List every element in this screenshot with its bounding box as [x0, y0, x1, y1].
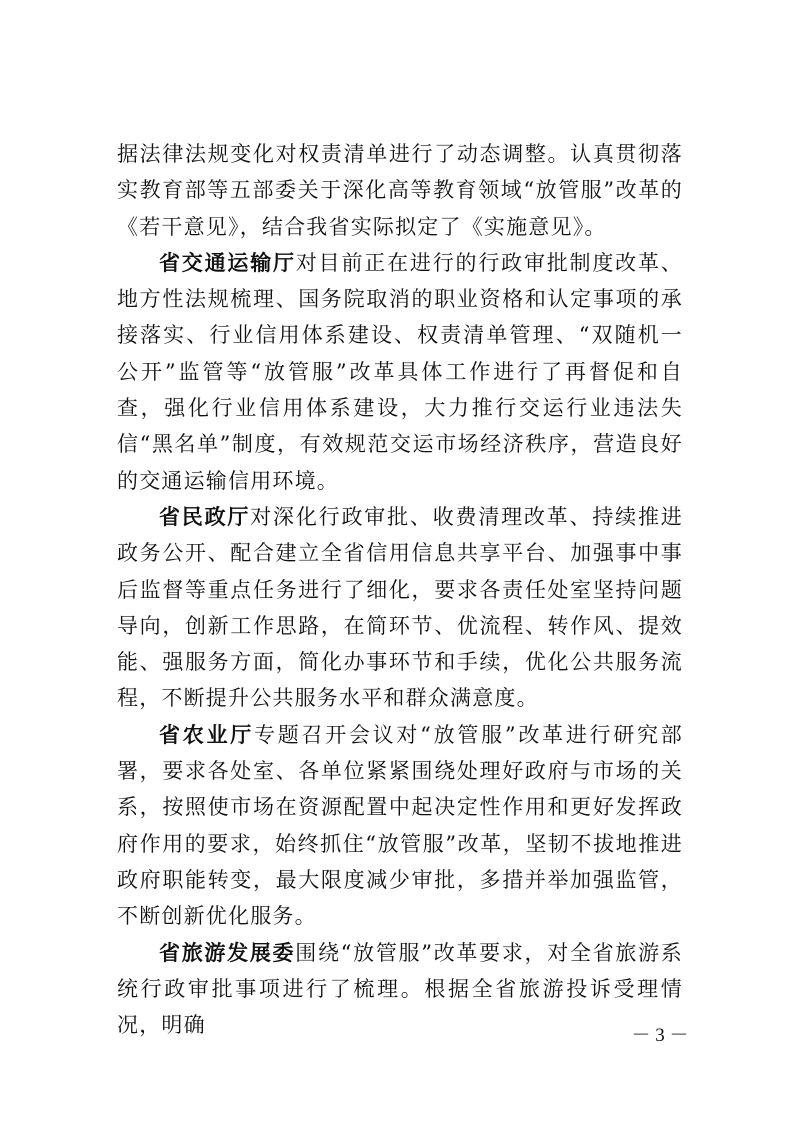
page-number: － 3 －: [631, 1025, 689, 1046]
paragraph-1: [117, 136, 683, 245]
paragraph-1-text: 据法律法规变化对权责清单进行了动态调整。认真贯彻落实教育部等五部委关于深化高等教育领域“放管服”改革的《若干意见》，结合我省实际拟定了《实施意见》。: [117, 142, 683, 239]
paragraph-transport: [117, 245, 683, 499]
paragraph-transport-text: 对目前正在进行的行政审批制度改革、地方性法规梳理、国务院取消的职业资格和认定事项的承接落实、行业信用体系建设、权责清单管理、“双随机一公开”监管等“放管服”改革具体工作进行了再督促和自查，强化行业信用体系建设，大力推行交运行业违法失信“黑名单”制度，有效规范交运市场经济秩序，营造良好的交通运输信用环境。: [117, 250, 683, 493]
paragraph-civil-affairs: [117, 499, 683, 717]
paragraph-tourism: [117, 935, 683, 1044]
paragraph-agriculture-text: 专题召开会议对“放管服”改革进行研究部署，要求各处室、各单位紧紧围绕处理好政府与市场的关系，按照使市场在资源配置中起决定性作用和更好发挥政府作用的要求，始终抓住“放管服”改革，坚韧不拔地推进政府职能转变，最大限度减少审批，多措并举加强监管，不断创新优化服务。: [117, 722, 683, 929]
org-name-agriculture: 省农业厅: [159, 722, 254, 747]
paragraph-tourism-text: 围绕“放管服”改革要求，对全省旅游系统行政审批事项进行了梳理。根据全省旅游投诉受理情况，明确: [117, 940, 683, 1038]
org-name-transport: 省交通运输厅: [159, 250, 296, 275]
org-name-tourism: 省旅游发展委: [159, 940, 296, 965]
body-text: [117, 136, 683, 1043]
org-name-civil-affairs: 省民政厅: [159, 504, 251, 529]
paragraph-civil-affairs-text: 对深化行政审批、收费清理改革、持续推进政务公开、配合建立全省信用信息共享平台、加强事中事后监督等重点任务进行了细化，要求各责任处室坚持问题导向，创新工作思路，在简环节、优流程、转作风、提效能、强服务方面，简化办事环节和手续，优化公共服务流程，不断提升公共服务水平和群众满意度。: [117, 504, 683, 711]
paragraph-agriculture: [117, 717, 683, 935]
